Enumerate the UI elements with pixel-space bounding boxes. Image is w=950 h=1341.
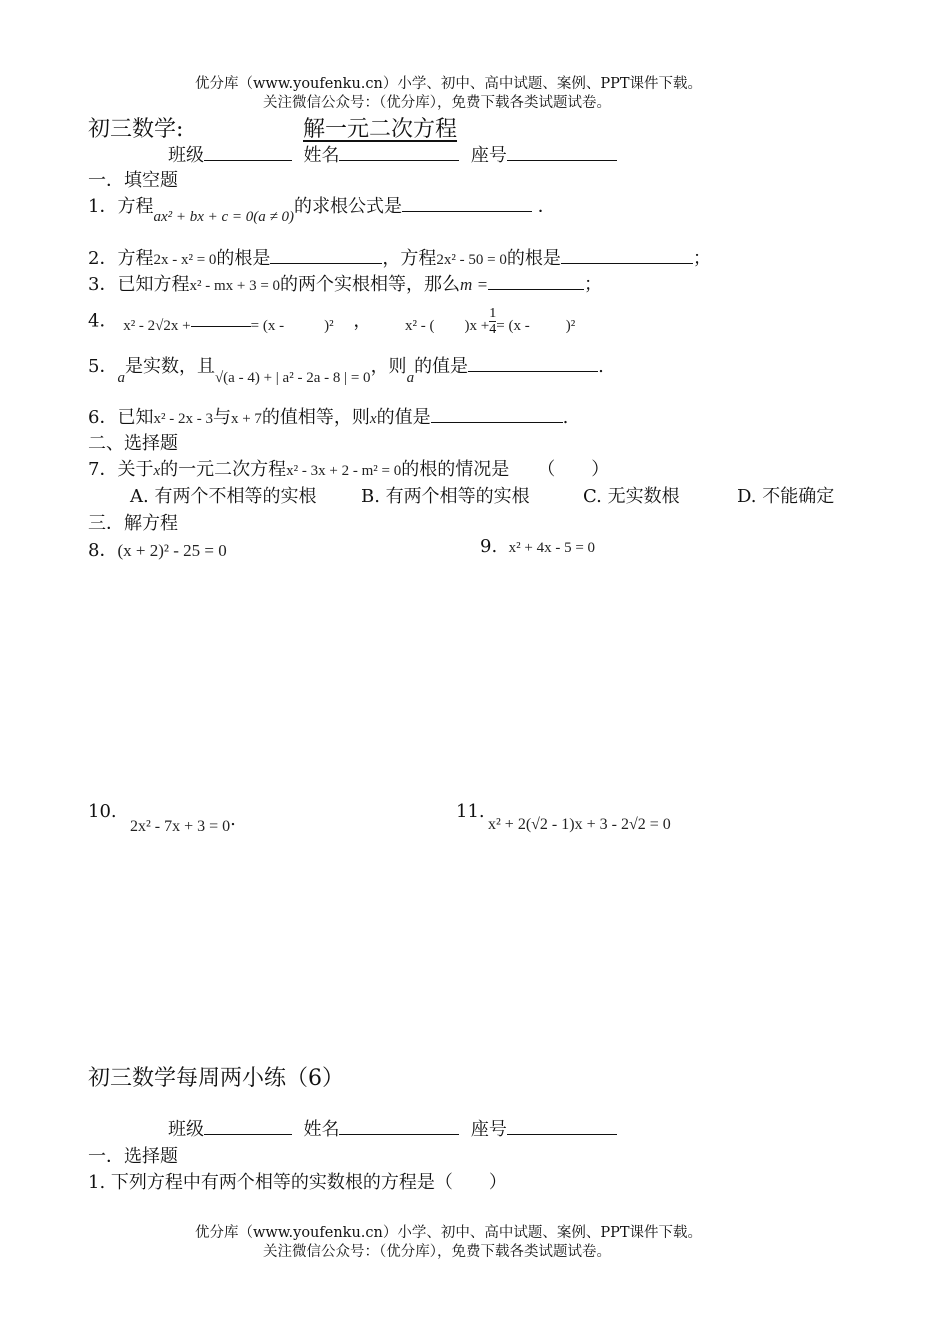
q7-equation: x² - 3x + 2 - m² = 0	[286, 463, 402, 479]
q6-answer-blank[interactable]	[431, 406, 563, 423]
q8-number: 8．	[88, 540, 118, 561]
seat-blank[interactable]	[507, 144, 617, 161]
section-fill: 一．填空题	[88, 170, 178, 191]
section-choice: 二、选择题	[88, 433, 178, 454]
q6-end: .	[562, 407, 569, 428]
q6-equation-1: x² - 2x - 3	[153, 411, 213, 427]
q11-number: 11.	[456, 801, 485, 822]
name-label: 姓名	[303, 145, 340, 166]
q5-number: 5．	[88, 356, 118, 377]
q3-equation: x² - mx + 3 = 0	[189, 278, 281, 294]
q11-equation: x² + 2(√2 - 1)x + 3 - 2√2 = 0	[488, 816, 671, 833]
q10-equation: 2x² - 7x + 3 = 0	[130, 818, 231, 835]
q5-text: 是实数，且	[124, 356, 215, 377]
q5-text-2: ，则	[370, 356, 407, 377]
q4-expression-1: x² - 2√2x +	[123, 317, 191, 334]
q1-answer-blank[interactable]	[402, 195, 532, 212]
q5-text-3: 的值是	[414, 356, 469, 377]
part2-seat-blank[interactable]	[507, 1118, 617, 1135]
q9-number: 9.	[480, 536, 498, 557]
question-5	[88, 352, 604, 386]
question-3	[88, 270, 602, 296]
q5-variable: a	[117, 370, 125, 386]
q7-number: 7．	[88, 459, 118, 480]
q1-text: 方程	[117, 196, 154, 217]
q2-answer-blank-1[interactable]	[270, 247, 382, 264]
q7-answer-paren[interactable]: （ ）	[537, 459, 610, 480]
question-6	[88, 403, 568, 429]
q2-text: 方程	[117, 248, 154, 269]
q3-answer-blank[interactable]	[488, 273, 584, 290]
part2-class-label: 班级	[168, 1119, 204, 1140]
q3-number: 3．	[88, 274, 118, 295]
q2-equation-2: 2x² - 50 = 0	[436, 252, 507, 268]
part2-question-1: 1. 下列方程中有两个相等的实数根的方程是（ ）	[88, 1172, 507, 1193]
q2-end: ；	[692, 248, 711, 269]
q2-answer-blank-2[interactable]	[561, 247, 693, 264]
topic-title: 解一元二次方程	[303, 117, 458, 142]
q5-end: .	[598, 356, 604, 377]
q1-equation: ax² + bx + c = 0(a ≠ 0)	[153, 209, 295, 225]
question-4	[88, 306, 575, 337]
q4-fraction: $\frac{1}{4}$	[489, 306, 497, 337]
footer-line-2: 关注微信公众号：（优分库），免费下载各类试题试卷。	[263, 1244, 611, 1260]
q4-number: 4．	[88, 310, 118, 332]
part2-student-info	[168, 1115, 617, 1141]
class-blank[interactable]	[204, 144, 292, 161]
page-title: 初三数学:	[88, 117, 184, 142]
q4-expression-5: )x +	[464, 317, 490, 334]
q4-expression-7: )²	[565, 317, 576, 334]
question-1	[88, 192, 556, 225]
q6-equation-2: x + 7	[230, 411, 262, 427]
q10-number: 10.	[88, 801, 117, 822]
q7-option-b[interactable]: B. 有两个相等的实根	[361, 486, 530, 507]
part2-seat-label: 座号	[470, 1119, 507, 1140]
question-7	[88, 455, 609, 481]
question-10	[130, 809, 236, 836]
question-2	[88, 244, 711, 270]
q1-end: ．	[537, 196, 556, 217]
q6-number: 6．	[88, 407, 118, 428]
part2-title: 初三数学每周两小练（6）	[88, 1066, 344, 1091]
q6-text-2: 与	[212, 407, 231, 428]
question-9	[480, 536, 595, 557]
q6-text-3: 的值相等，则	[261, 407, 370, 428]
question-8	[88, 536, 227, 562]
q10-end: .	[230, 809, 236, 830]
q4-expression-2: = (x -	[250, 317, 285, 334]
q4-answer-blank-1[interactable]	[191, 310, 251, 327]
q7-option-c[interactable]: C. 无实数根	[583, 486, 680, 507]
seat-label: 座号	[470, 145, 507, 166]
q7-option-d[interactable]: D. 不能确定	[737, 486, 835, 507]
q4-expression-3: )²	[324, 317, 334, 334]
q2-equation-1: 2x - x² = 0	[153, 252, 217, 268]
q5-answer-blank[interactable]	[468, 355, 598, 372]
q6-text-4: 的值是	[376, 407, 431, 428]
q3-text: 已知方程	[117, 274, 190, 295]
part2-class-blank[interactable]	[204, 1118, 292, 1135]
q7-text: 关于	[117, 459, 154, 480]
student-info	[168, 141, 617, 167]
q2-text-4: 的根是	[506, 248, 561, 269]
q3-end: ；	[584, 274, 603, 295]
q1-text-2: 的求根公式是	[294, 196, 403, 217]
q2-text-2: 的根是	[216, 248, 271, 269]
part2-section: 一．选择题	[88, 1146, 178, 1167]
q4-expression-6: = (x -	[496, 317, 530, 334]
part2-name-label: 姓名	[303, 1119, 340, 1140]
q5-variable-2: a	[406, 370, 415, 386]
q1-number: 1．	[88, 196, 118, 217]
section-solve: 三．解方程	[88, 513, 178, 534]
q6-variable: x	[369, 411, 377, 427]
footer-line-1: 优分库（www.youfenku.cn）小学、初中、高中试题、案例、PPT课件下载。	[195, 1225, 703, 1241]
q8-equation: (x + 2)² - 25 = 0	[117, 541, 227, 560]
q3-variable: m =	[460, 275, 489, 294]
question-11	[488, 814, 671, 834]
header-line-1: 优分库（www.youfenku.cn）小学、初中、高中试题、案例、PPT课件下载。	[195, 76, 703, 92]
q7-variable: x	[153, 463, 161, 479]
q7-text-3: 的根的情况是	[401, 459, 510, 480]
q6-text: 已知	[117, 407, 154, 428]
q3-text-2: 的两个实根相等，那么	[280, 274, 461, 295]
q4-expression-4: x² - (	[405, 317, 435, 334]
q7-option-a[interactable]: A. 有两个不相等的实根	[130, 486, 317, 507]
q4-comma: ，	[353, 310, 372, 332]
q9-equation: x² + 4x - 5 = 0	[508, 540, 596, 556]
name-blank[interactable]	[339, 144, 459, 161]
q5-equation: √(a - 4) + | a² - 2a - 8 | = 0	[214, 370, 371, 386]
q7-text-2: 的一元二次方程	[160, 459, 287, 480]
part2-name-blank[interactable]	[339, 1118, 459, 1135]
class-label: 班级	[168, 145, 204, 166]
header-line-2: 关注微信公众号：（优分库），免费下载各类试题试卷。	[263, 95, 611, 111]
q2-text-3: ，方程	[382, 248, 437, 269]
q2-number: 2．	[88, 248, 118, 269]
